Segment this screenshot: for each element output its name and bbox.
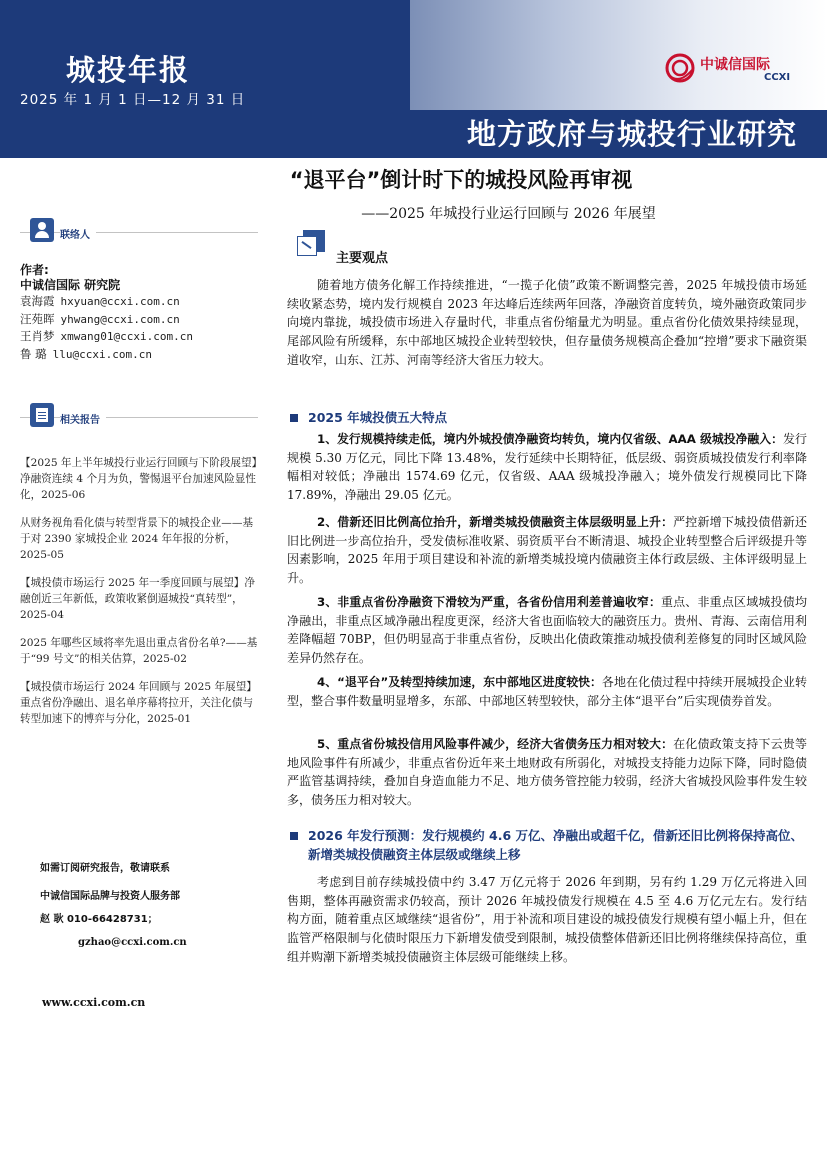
feature-point-3 [287,593,807,668]
contact-person-icon [30,218,54,242]
point-lead: 2、借新还旧比例高位抬升，新增类城投债融资主体层级明显上升： [317,515,674,529]
author-row [20,328,258,346]
series-title: 地方政府与城投行业研究 [466,117,797,151]
point-lead: 3、非重点省份净融资下滑较为严重，各省份信用利差普遍收窄： [317,595,661,609]
related-section-header [20,397,258,437]
report-type: 城投年报 [66,53,191,87]
point-text: 严控新增下城投债借新还旧比例进一步高位抬升，受发债标准收紧、弱资质平台不断清退、城投企业转型整合后评级提升等因素影响，2025 年用于项目建设和补流的新增类城投境内债融资主体行政层级、主体评级明显上升。 [287,515,807,586]
related-report-item[interactable]: 【城投债市场运行 2025 年一季度回顾与展望】净融创近三年新低，政策收紧倒逼城投“真转型”，2025-04 [20,577,255,621]
author-email[interactable]: xmwang01@ccxi.com.cn [60,330,193,343]
section-heading-features [290,408,447,426]
bullet-square-icon [290,414,298,422]
point-text: 重点、非重点区域城投债均净融出，非重点区域净融出程度更深，经济大省也面临较大的融资压力。贵州、青海、云南信用利差降幅超 70BP，但仍明显高于非重点省份，反映出化债政策推动城投债利差修复的同时区域风险差异仍然存在。 [287,595,807,666]
point-text: 发行规模 5.30 万亿元，同比下降 13.48%，发行延续中长期特征，低层级、弱资质城投债发行利率降幅相对较低；净融出 1574.69 亿元，仅省级、AAA 级城投净融入；境外债发行规模同比下降 17.89%，净融出 29.05 亿元。 [287,432,807,503]
section-heading-text: 2026 年发行预测：发行规模约 4.6 万亿、净融出或超千亿，借新还旧比例将保持高位、新增类城投债融资主体层级或继续上移 [308,828,803,862]
related-report-item[interactable]: 【城投债市场运行 2024 年回顾与 2025 年展望】重点省份净融出、退名单序幕将拉开，关注化债与转型加速下的博弈与分化，2025-01 [20,681,257,725]
contact-line-2: 中诚信国际品牌与投资人服务部 [40,891,180,902]
report-sub-title: ——2025 年城投行业运行回顾与 2026 年展望 [361,206,656,222]
contact-label: 联络人 [60,226,96,241]
point-lead: 1、发行规模持续走低，境内外城投债净融资均转负，境内仅省级、AAA 级城投净融入： [317,432,783,446]
point-text: 各地在化债过程中持续开展城投企业转型，整合事件数量明显增多，东部、中部地区转型较快，部分主体“退平台”后实现债券首发。 [287,675,807,708]
institute-name: 中诚信国际 研究院 [20,278,121,292]
related-report-item[interactable]: 【2025 年上半年城投行业运行回顾与下阶段展望】净融资连续 4 个月为负，警惕退平台加速风险显性化，2025-06 [20,457,257,501]
feature-point-4 [287,673,807,710]
point-text: 在化债政策支持下云贵等地风险事件有所减少，非重点省份近年来土地财政有所弱化，对城投支持能力边际下降，同时隐债严监管基调持续，叠加自身造血能力不足、地方债务管控能力较弱，经济大省城投风险事件发生较多，债务压力相对较大。 [287,737,807,808]
ccxi-logo-icon [662,50,698,86]
header-mid-panel [260,0,410,110]
author-email[interactable]: hxyuan@ccxi.com.cn [60,295,180,308]
logo-cn-text: 中诚信国际 [700,57,770,73]
bullet-square-icon [290,832,298,840]
related-report-item[interactable]: 从财务视角看化债与转型背景下的城投企业——基于对 2390 家城投企业 2024 年年报的分析，2025-05 [20,517,254,561]
authors-label: 作者: [20,263,49,277]
contact-email[interactable]: gzhao@ccxi.com.cn [78,937,187,948]
section-heading-text: 2025 年城投债五大特点 [308,410,448,425]
section-heading-forecast [290,826,808,864]
related-report-list [20,455,258,739]
intro-paragraph: 随着地方债务化解工作持续推进，“一揽子化债”政策不断调整完善，2025 年城投债市场延续收紧态势，境内发行规模自 2023 年达峰后连续两年回落，净融资首度转负，境外融资政策同步向境内靠拢，城投债市场进入存量时代，非重点省份缩量尤为明显。重点省份化债效果持续显现，尾部风险有所缓释，东中部地区城投企业转型较快，但存量债务规模高企叠加“控增”要求下融资渠道收窄，山东、江苏、河南等经济大省压力较大。 [287,278,807,367]
key-views-heading: 主要观点 [336,251,389,266]
logo-en-text: CCXI [764,72,791,83]
author-name: 袁海霞 [20,294,55,308]
divider [20,232,258,233]
report-header [0,0,827,158]
point-lead: 5、重点省份城投信用风险事件减少，经济大省债务压力相对较大： [317,737,674,751]
author-email[interactable]: llu@ccxi.com.cn [52,347,152,361]
date-range: 2025 年 1 月 1 日—12 月 31 日 [20,92,246,108]
contact-phone: 赵 耿 010-66428731； [40,914,158,925]
author-email[interactable]: yhwang@ccxi.com.cn [60,312,180,326]
key-views-icon [297,230,325,258]
author-name: 鲁 璐 [20,346,47,361]
author-list [20,263,258,363]
ccxi-logo [662,50,802,90]
report-main-title: “退平台”倒计时下的城投风险再审视 [289,168,633,192]
feature-point-2 [287,513,807,588]
divider [20,417,258,418]
contact-line-1: 如需订阅研究报告，敬请联系 [40,863,170,874]
author-row [20,346,258,364]
author-name: 王肖梦 [20,329,55,343]
author-row [20,293,258,311]
website-link[interactable]: www.ccxi.com.cn [42,996,146,1009]
feature-point-1 [287,430,807,505]
author-row [20,311,258,329]
forecast-paragraph: 考虑到目前存续城投债中约 3.47 万亿元将于 2026 年到期，另有约 1.29 万亿元将进入回售期，整体再融资需求仍较高，预计 2026 年城投债发行规模在 4.5 至 4.6 万亿元左右。发行结构方面，随着重点区域继续“退省份”，用于补流和项目建设的城投债发行规模有望小幅上升，但在监管严格限制与化债时限压力下新增发债受到限制，城投债整体借新还旧比例将继续保持高位，重组并购潮下新增类城投债融资主体层级可能继续上移。 [287,875,807,964]
author-name: 汪苑晖 [20,311,55,326]
feature-point-5 [287,735,807,810]
related-label: 相关报告 [60,411,106,426]
contact-section-header [20,212,258,252]
point-lead: 4、“退平台”及转型持续加速，东中部地区进度较快： [317,675,602,689]
related-report-item[interactable]: 2025 年哪些区域将率先退出重点省份名单?——基于“99 号文”的相关估算，2025-02 [20,637,258,665]
report-document-icon [30,403,54,427]
